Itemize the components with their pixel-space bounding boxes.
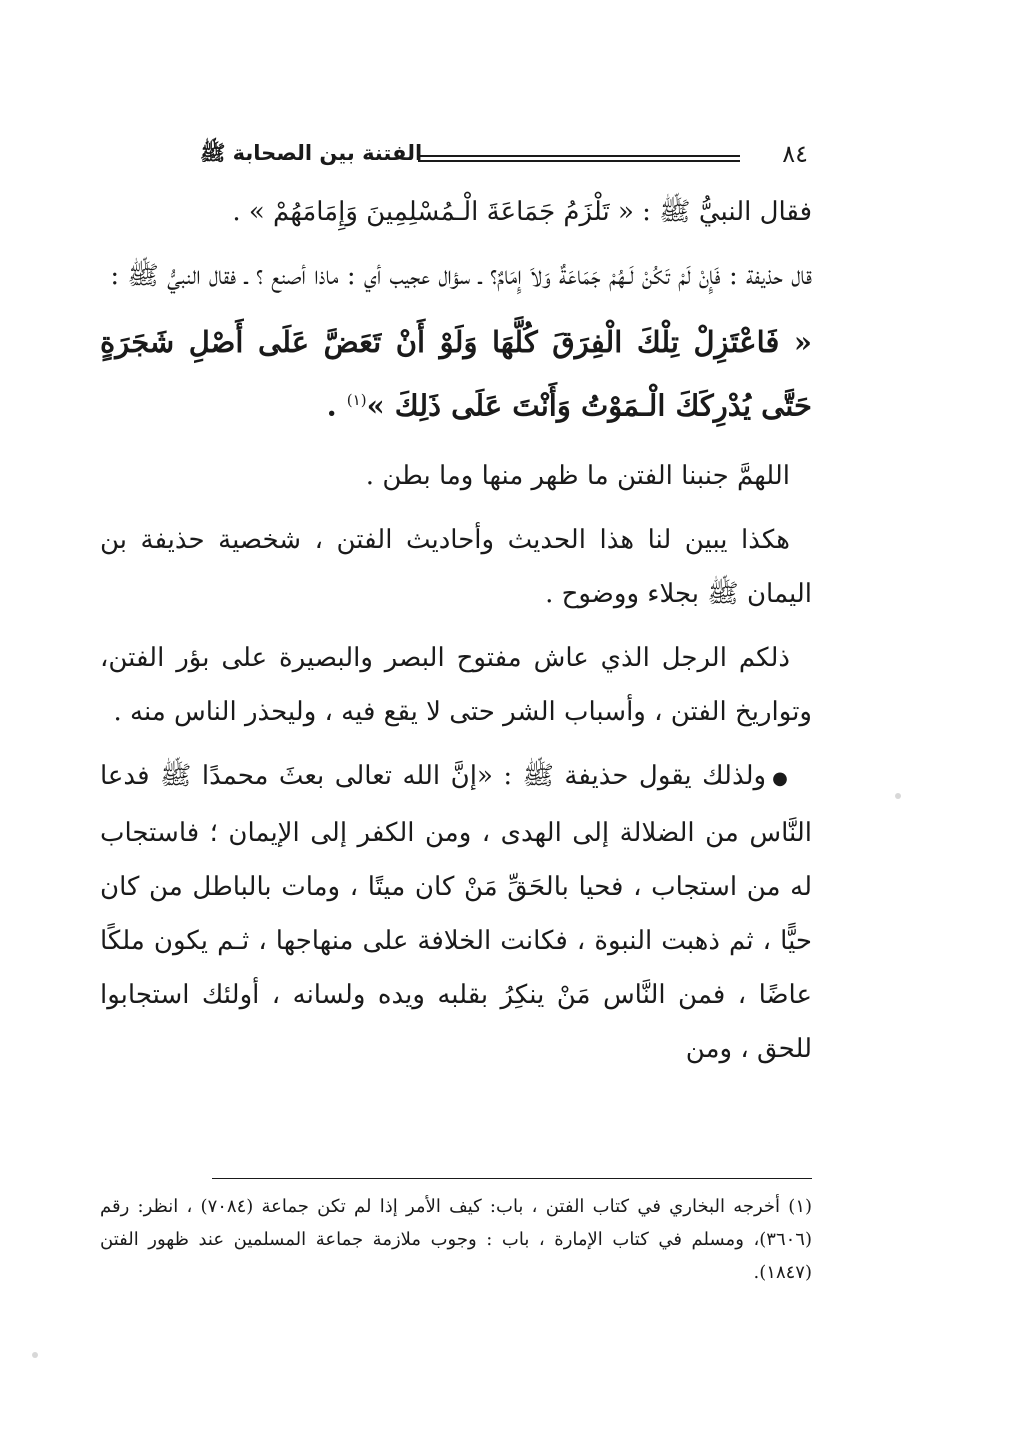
paragraph-3: اللهمَّ جنبنا الفتن ما ظهر منها وما بطن . [365, 460, 790, 491]
paragraph-6-text: ولذلك يقول حذيفة ﷺ : «إنَّ الله تعالى بعثَ محمدًا ﷺ فدعا النَّاس من الضلالة إلى الهدى ، ومن الكفر إلى الإيمان ؛ فاستجاب له من استجاب ، فحيا بالحَقِّ مَنْ كان ميتًا ، ومات بالباطل من كان حيًّا ، ثم ذهبت النبوة ، فكانت الخلافة على منهاجها ، ثـم يكون ملكًا عاضًا ، فمن النَّاس مَنْ ينكِرُ بقلبه ويده ولسانه ، أولئك استجابوا للحق ، ومن [100, 760, 812, 1064]
hadith-quote [100, 313, 812, 435]
paragraph-2: قال حذيفة : فَإِنْ لَمْ تَكُنْ لَـهُمْ جَمَاعَةٌ وَلاَ إِمَامٌ؟ ـ سؤال عجيب أي : ماذا أصنع ؟ ـ فقال النبيُّ ﷺ : [110, 261, 812, 291]
footnote-divider [212, 1178, 812, 1179]
scan-speck [32, 1352, 38, 1358]
hadith-quote-text: « فَاعْتَزِلْ تِلْكَ الْفِرَقَ كُلَّهَا وَلَوْ أَنْ تَعَضَّ عَلَى أَصْلِ شَجَرَةٍ حَتَّى يُدْرِكَكَ الْـمَوْتُ وَأَنْتَ عَلَى ذَلِكَ » [100, 325, 812, 423]
paragraph-6 [100, 749, 812, 1076]
scan-speck [895, 793, 901, 799]
page-header [100, 138, 812, 178]
page-number: ٨٤ [782, 140, 808, 168]
paragraph-1: فقال النبيُّ ﷺ : « تَلْزَمُ جَمَاعَةَ الْـمُسْلِمِينَ وَإِمَامَهُمْ » . [232, 197, 812, 227]
bullet-icon: ● [772, 767, 790, 789]
paragraph-4: هكذا يبين لنا هذا الحديث وأحاديث الفتن ، شخصية حذيفة بن اليمان ﷺ بجلاء ووضوح . [100, 524, 812, 609]
footnote-reference: (١) [346, 391, 367, 409]
running-title: الفتنة بين الصحابة ﷺ [200, 141, 423, 165]
main-text [100, 185, 812, 1086]
hadith-quote-end: . [326, 388, 347, 423]
footnote: (١) أخرجه البخاري في كتاب الفتن ، باب: كيف الأمر إذا لم تكن جماعة (٧٠٨٤) ، انظر: رقم (٣٦٠٦)، ومسلم في كتاب الإمارة ، باب : وجوب ملازمة جماعة المسلمين عند ظهور الفتن (١٨٤٧). [100, 1196, 813, 1283]
header-double-rule [418, 155, 740, 162]
paragraph-5: ذلكم الرجل الذي عاش مفتوح البصر والبصيرة على بؤر الفتن، وتواريخ الفتن ، وأسباب الشر حتى لا يقع فيه ، وليحذر الناس منه . [100, 642, 812, 727]
